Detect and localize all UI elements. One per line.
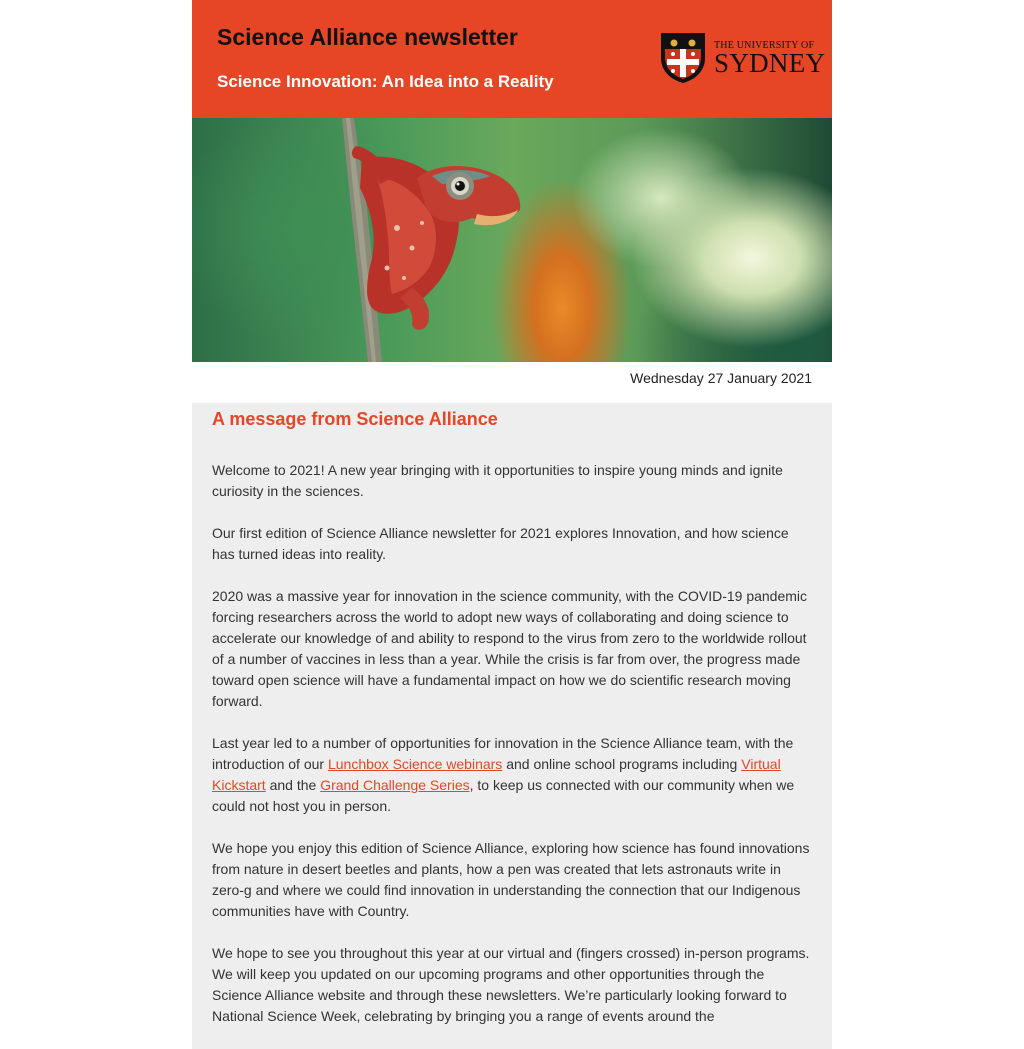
grand-challenge-link[interactable]: Grand Challenge Series <box>320 777 470 793</box>
newsletter-email <box>192 0 832 1049</box>
message-section <box>192 403 832 1049</box>
hero-image <box>192 118 832 362</box>
chameleon-illustration <box>192 118 832 362</box>
date-row <box>192 362 832 403</box>
paragraph-text: and the <box>265 777 321 793</box>
paragraph-last-year <box>212 733 812 817</box>
logo-small-text: THE UNIVERSITY OF <box>714 40 815 51</box>
virtual-kickstart-link[interactable]: Virtual Kickstart <box>212 756 781 793</box>
newsletter-header <box>192 0 832 118</box>
university-crest-icon <box>658 30 708 84</box>
paragraph-text: and online school programs including <box>502 756 742 772</box>
paragraph-welcome: Welcome to 2021! A new year bringing with it opportunities to inspire young minds and ignite curiosity in the sciences. <box>212 462 783 499</box>
paragraph-2020-innovation: 2020 was a massive year for innovation in the science community, with the COVID-19 pandemic forcing researchers across the world to adopt new ways of collaborating and doing science to accelerate our knowledge of and ability to respond to the virus from zero to the worldwide rollout of a number of vaccines in less than a year. While the crisis is far from over, the progress made toward open science will have a fundamental impact on how we do scientific research moving forward. <box>212 588 808 709</box>
university-logo[interactable] <box>658 30 826 86</box>
paragraph-see-you: We hope to see you throughout this year at our virtual and (fingers crossed) in-person programs. We will keep you updated on our upcoming programs and other opportunities through the Science Alliance website and through these newsletters. We’re particularly looking forward to National Science Week, celebrating by bringing you a range of events around the <box>212 945 810 1024</box>
logo-big-text: SYDNEY <box>714 48 826 78</box>
paragraph-text: , to keep us connected with our community when we could not host you in person. <box>212 777 795 814</box>
section-title: A message from Science Alliance <box>212 409 498 429</box>
paragraph-enjoy-edition: We hope you enjoy this edition of Science Alliance, exploring how science has found innovations from nature in desert beetles and plants, how a pen was created that lets astronauts write in zero-g and where we could find innovation in understanding the connection that our Indigenous communities have with Country. <box>212 840 810 919</box>
newsletter-title: Science Alliance newsletter <box>217 24 518 50</box>
paragraph-first-edition: Our first edition of Science Alliance newsletter for 2021 explores Innovation, and how science has turned ideas into reality. <box>212 525 789 562</box>
newsletter-subtitle: Science Innovation: An Idea into a Reality <box>217 72 554 91</box>
paragraph-text: Last year led to a number of opportunities for innovation in the Science Alliance team, with the introduction of our <box>212 735 794 772</box>
issue-date: Wednesday 27 January 2021 <box>630 370 812 386</box>
lunchbox-science-link[interactable]: Lunchbox Science webinars <box>327 756 503 772</box>
